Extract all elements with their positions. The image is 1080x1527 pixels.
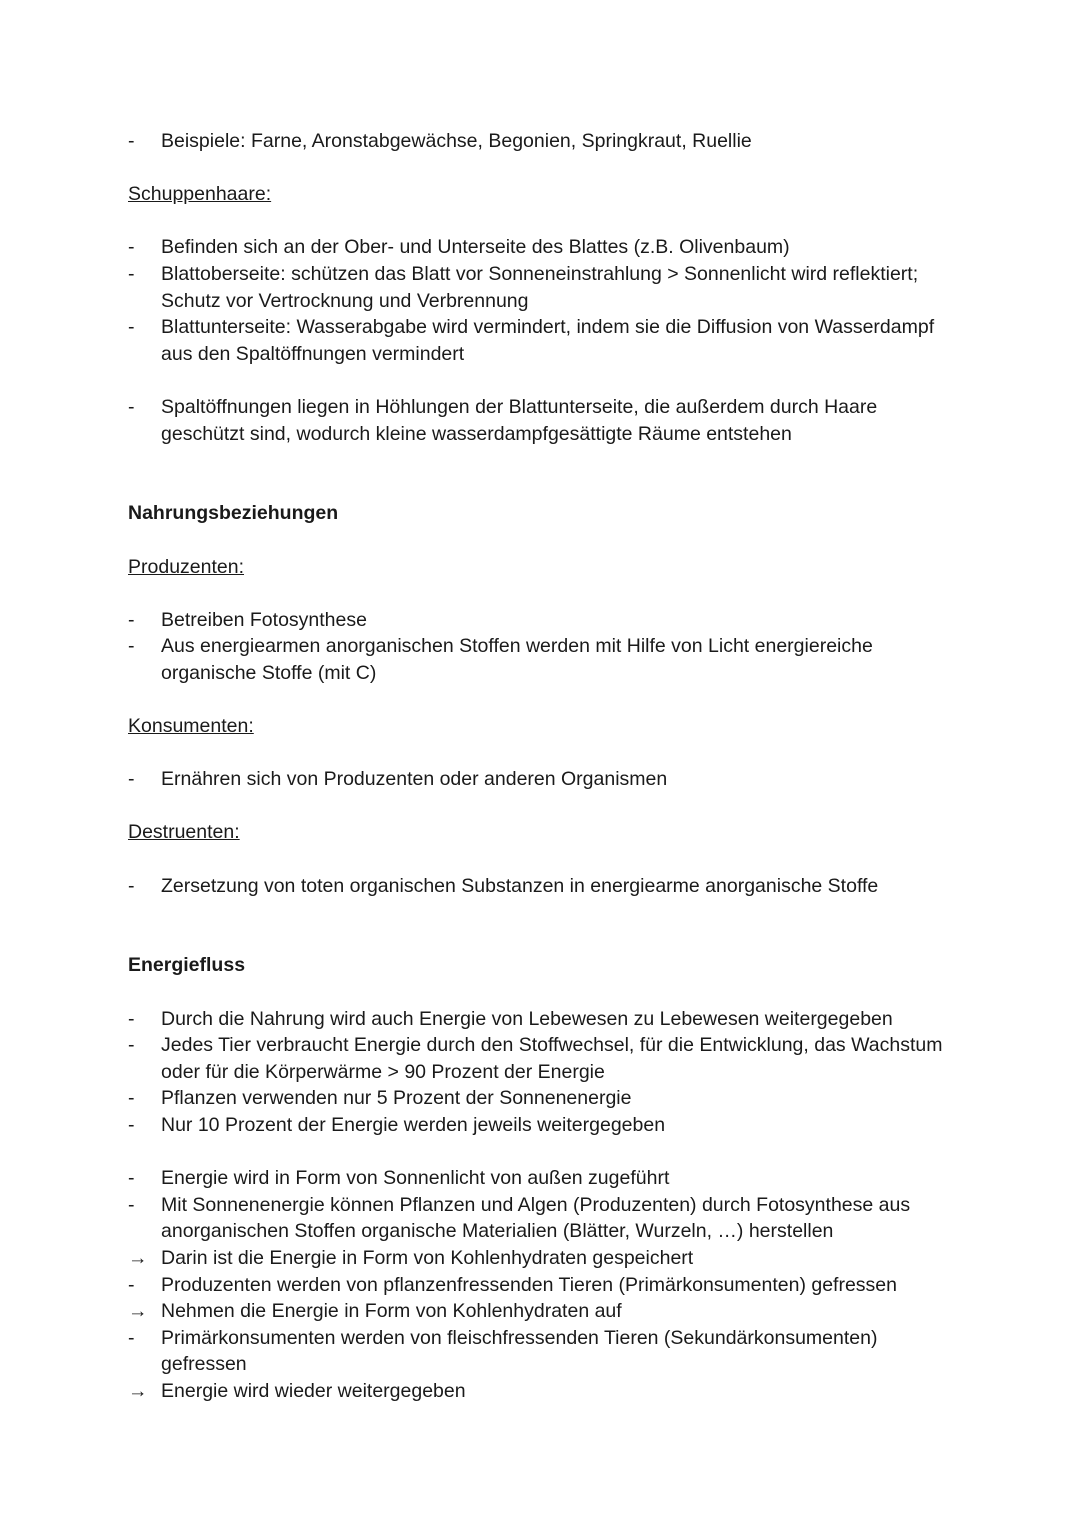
list-item	[128, 766, 958, 793]
list-item-text: Blattunterseite: Wasserabgabe wird vermindert, indem sie die Diffusion von Wasserdampf aus den Spaltöffnungen vermindert	[161, 316, 935, 365]
bullet-dash: -	[128, 874, 135, 897]
bullet-dash: -	[128, 1193, 135, 1216]
bullet-dash: -	[128, 1167, 135, 1190]
list-item	[128, 314, 958, 367]
spacer	[128, 527, 958, 554]
bullet-dash: -	[128, 395, 135, 418]
arrow-icon: →	[128, 1246, 148, 1269]
list-item-text: Mit Sonnenenergie können Pflanzen und Algen (Produzenten) durch Fotosynthese aus anorganischen Stoffen organische Materialien (Blätter, Wurzeln, …) herstellen	[161, 1193, 911, 1243]
subsection-heading: Schuppenhaare:	[128, 183, 272, 206]
list-item-text: Nur 10 Prozent der Energie werden jeweils weitergegeben	[161, 1113, 666, 1136]
list-item	[128, 1298, 958, 1325]
spacer	[128, 208, 958, 235]
subsection-heading: Konsumenten:	[128, 715, 254, 738]
list-item	[128, 1245, 958, 1272]
list-item-text: Ernähren sich von Produzenten oder anderen Organismen	[161, 768, 668, 791]
list-item-text: Beispiele: Farne, Aronstabgewächse, Begonien, Springkraut, Ruellie	[161, 130, 752, 152]
list-item-text: Energie wird in Form von Sonnenlicht von außen zugeführt	[161, 1167, 670, 1190]
document-page	[128, 128, 958, 1405]
spacer	[128, 686, 958, 713]
spacer	[128, 793, 958, 820]
list-item	[128, 873, 958, 900]
list-item-text: Zersetzung von toten organischen Substanzen in energiearme anorganische Stoffe	[161, 874, 879, 897]
bullet-dash: -	[128, 635, 135, 658]
subsection-heading: Destruenten:	[128, 821, 240, 844]
spacer	[128, 367, 958, 394]
list-item-text: Durch die Nahrung wird auch Energie von Lebewesen zu Lebewesen weitergegeben	[161, 1007, 893, 1030]
bullet-dash: -	[128, 236, 135, 259]
list-item	[128, 1032, 958, 1085]
list-item	[128, 1006, 958, 1033]
spacer	[128, 155, 958, 182]
list-item-text: Aus energiearmen anorganischen Stoffen werden mit Hilfe von Licht energiereiche organische Stoffe (mit C)	[161, 635, 873, 684]
bullet-dash: -	[128, 262, 135, 285]
list-item-text: Energie wird wieder weitergegeben	[161, 1379, 466, 1402]
list-item	[128, 1378, 958, 1405]
list-item	[128, 128, 958, 155]
arrow-icon: →	[128, 1379, 148, 1402]
list-item-text: Pflanzen verwenden nur 5 Prozent der Sonnenenergie	[161, 1087, 632, 1110]
bullet-dash: -	[128, 1273, 135, 1296]
bullet-dash: -	[128, 768, 135, 791]
list-item	[128, 1272, 958, 1299]
list-item	[128, 607, 958, 634]
spacer	[128, 979, 958, 1006]
list-item	[128, 1165, 958, 1192]
list-item-text: Befinden sich an der Ober- und Unterseite des Blattes (z.B. Olivenbaum)	[161, 236, 790, 259]
list-item-text: Darin ist die Energie in Form von Kohlenhydraten gespeichert	[161, 1246, 694, 1269]
list-item-text: Primärkonsumenten werden von fleischfressenden Tieren (Sekundärkonsumenten) gefressen	[161, 1326, 878, 1376]
list-item	[128, 394, 958, 447]
list-item-text: Betreiben Fotosynthese	[161, 608, 367, 631]
list-item	[128, 261, 958, 314]
spacer	[128, 740, 958, 767]
section-heading: Nahrungsbeziehungen	[128, 502, 339, 525]
spacer	[128, 447, 958, 500]
section-heading: Energiefluss	[128, 954, 246, 977]
list-item	[128, 1112, 958, 1139]
spacer	[128, 899, 958, 952]
list-item	[128, 1325, 958, 1378]
spacer	[128, 846, 958, 873]
list-item	[128, 1192, 958, 1245]
bullet-dash: -	[128, 1087, 135, 1110]
list-item	[128, 633, 958, 686]
spacer	[128, 1139, 958, 1166]
list-item-text: Spaltöffnungen liegen in Höhlungen der Blattunterseite, die außerdem durch Haare geschützt sind, wodurch kleine wasserdampfgesättigte Räume entstehen	[161, 395, 878, 445]
bullet-dash: -	[128, 130, 135, 152]
subsection-heading: Produzenten:	[128, 555, 245, 578]
bullet-dash: -	[128, 1034, 135, 1057]
list-item-text: Nehmen die Energie in Form von Kohlenhydraten auf	[161, 1300, 622, 1323]
bullet-dash: -	[128, 1007, 135, 1030]
bullet-dash: -	[128, 316, 135, 339]
bullet-dash: -	[128, 1326, 135, 1349]
spacer	[128, 580, 958, 607]
list-item-text: Produzenten werden von pflanzenfressenden Tieren (Primärkonsumenten) gefressen	[161, 1273, 898, 1296]
list-item-text: Jedes Tier verbraucht Energie durch den Stoffwechsel, für die Entwicklung, das Wachstum oder für die Körperwärme > 90 Prozent der Energie	[161, 1034, 943, 1083]
bullet-dash: -	[128, 1113, 135, 1136]
list-item-text: Blattoberseite: schützen das Blatt vor Sonneneinstrahlung > Sonnenlicht wird reflektiert; Schutz vor Vertrocknung und Verbrennung	[161, 262, 919, 312]
list-item	[128, 234, 958, 261]
list-item	[128, 1085, 958, 1112]
arrow-icon: →	[128, 1300, 148, 1323]
bullet-dash: -	[128, 608, 135, 631]
